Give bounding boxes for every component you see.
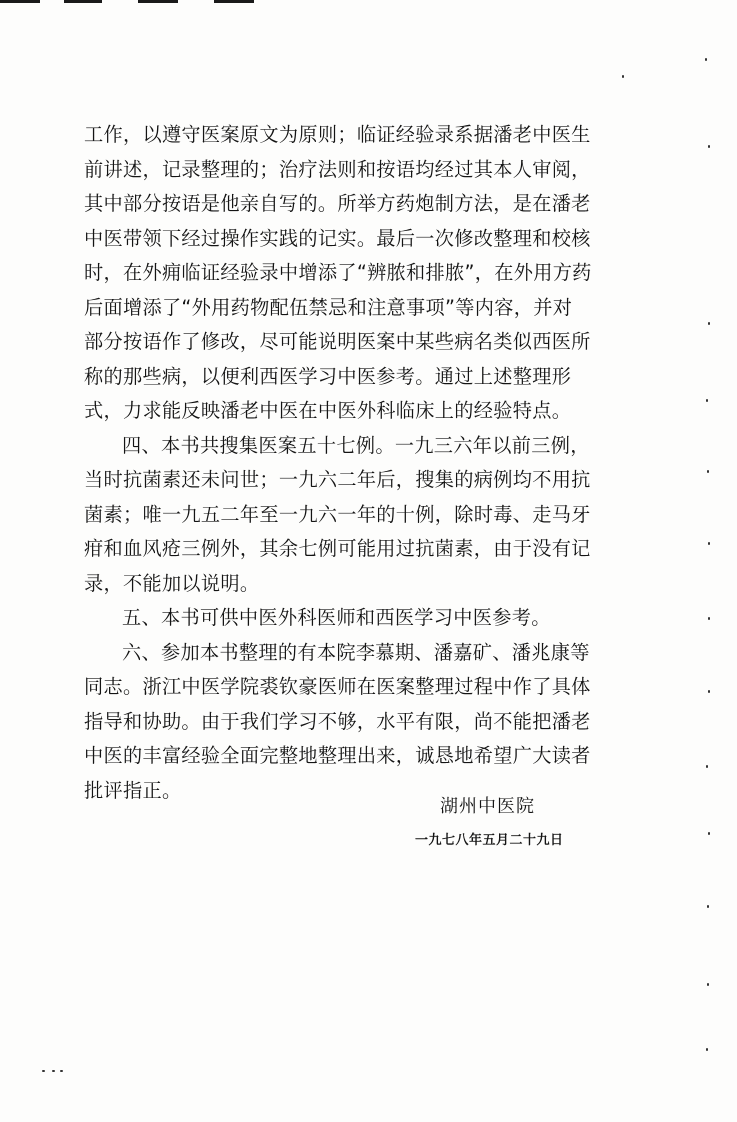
- text-line: 称的那些病，以便利西医学习中医参考。通过上述整理形: [84, 364, 572, 388]
- scan-speck: [706, 765, 708, 768]
- text-line: 批评指正。: [84, 778, 182, 802]
- text-line: 后面增添了“外用药物配伍禁忌和注意事项”等内容，并对: [84, 295, 573, 319]
- text-line: 中医带领下经过操作实践的记实。最后一次修改整理和校核: [84, 226, 591, 250]
- text-line: 同志。浙江中医学院裘钦豪医师在医案整理过程中作了具体: [84, 675, 591, 698]
- scan-speck: [707, 983, 709, 986]
- scan-speck: [708, 145, 710, 148]
- top-edge-mark: [0, 0, 40, 3]
- text-line: 录，不能加以说明。: [84, 571, 260, 595]
- paragraph-five: [84, 601, 644, 636]
- text-line: 时，在外痈临证经验录中增添了“辨脓和排脓”，在外用方药: [84, 261, 592, 284]
- top-edge-mark: [64, 0, 102, 3]
- scan-speck: [708, 690, 710, 693]
- text-line: 当时抗菌素还未问世；一九六二年后，搜集的病例均不用抗: [84, 468, 591, 491]
- text-line: 六、参加本书整理的有本院李慕期、潘嘉矿、潘兆康等: [122, 640, 590, 664]
- text-line: 菌素；唯一九五二年至一九六一年的十例，除时毒、走马牙: [84, 502, 591, 526]
- paragraph-six: [84, 636, 644, 809]
- scan-speck: [706, 1048, 708, 1051]
- text-line: 工作，以遵守医案原文为原则；临证经验录系据潘老中医生: [84, 123, 591, 146]
- signature-date: 一九七八年五月二十九日: [415, 833, 564, 848]
- document-body: [84, 118, 644, 808]
- text-line: 前讲述，记录整理的；治疗法则和按语均经过其本人审阅，: [84, 157, 591, 181]
- scan-speck: [708, 617, 710, 620]
- scan-speck: [622, 75, 624, 78]
- scan-speck: [707, 905, 709, 908]
- signature-organization: 湖州中医院: [440, 796, 535, 817]
- top-edge-mark: [214, 0, 254, 3]
- top-edge-mark: [138, 0, 178, 3]
- scan-speck: [42, 1070, 45, 1072]
- scan-speck: [707, 470, 709, 473]
- scan-speck: [52, 1070, 55, 1072]
- text-line: 指导和协助。由于我们学习不够，水平有限，尚不能把潘老: [84, 709, 591, 733]
- paragraph-four: [84, 429, 644, 602]
- paragraph-continuation: [84, 118, 644, 429]
- text-line: 部分按语作了修改，尽可能说明医案中某些病名类似西医所: [84, 330, 591, 353]
- scan-speck: [708, 322, 710, 325]
- scan-speck: [705, 58, 707, 61]
- text-line: 其中部分按语是他亲自写的。所举方药炮制方法，是在潘老: [84, 192, 591, 215]
- text-line: 式，力求能反映潘老中医在中医外科临床上的经验特点。: [84, 399, 572, 422]
- scan-speck: [706, 399, 708, 402]
- scan-speck: [60, 1070, 63, 1072]
- text-line: 四、本书共搜集医案五十七例。一九三六年以前三例，: [122, 433, 590, 457]
- scan-speck: [708, 542, 710, 545]
- scan-speck: [708, 832, 710, 835]
- text-line: 五、本书可供中医外科医师和西医学习中医参考。: [122, 606, 551, 629]
- text-line: 疳和血风疮三例外，其余七例可能用过抗菌素，由于没有记: [84, 537, 591, 560]
- text-line: 中医的丰富经验全面完整地整理出来，诚恳地希望广大读者: [84, 744, 591, 767]
